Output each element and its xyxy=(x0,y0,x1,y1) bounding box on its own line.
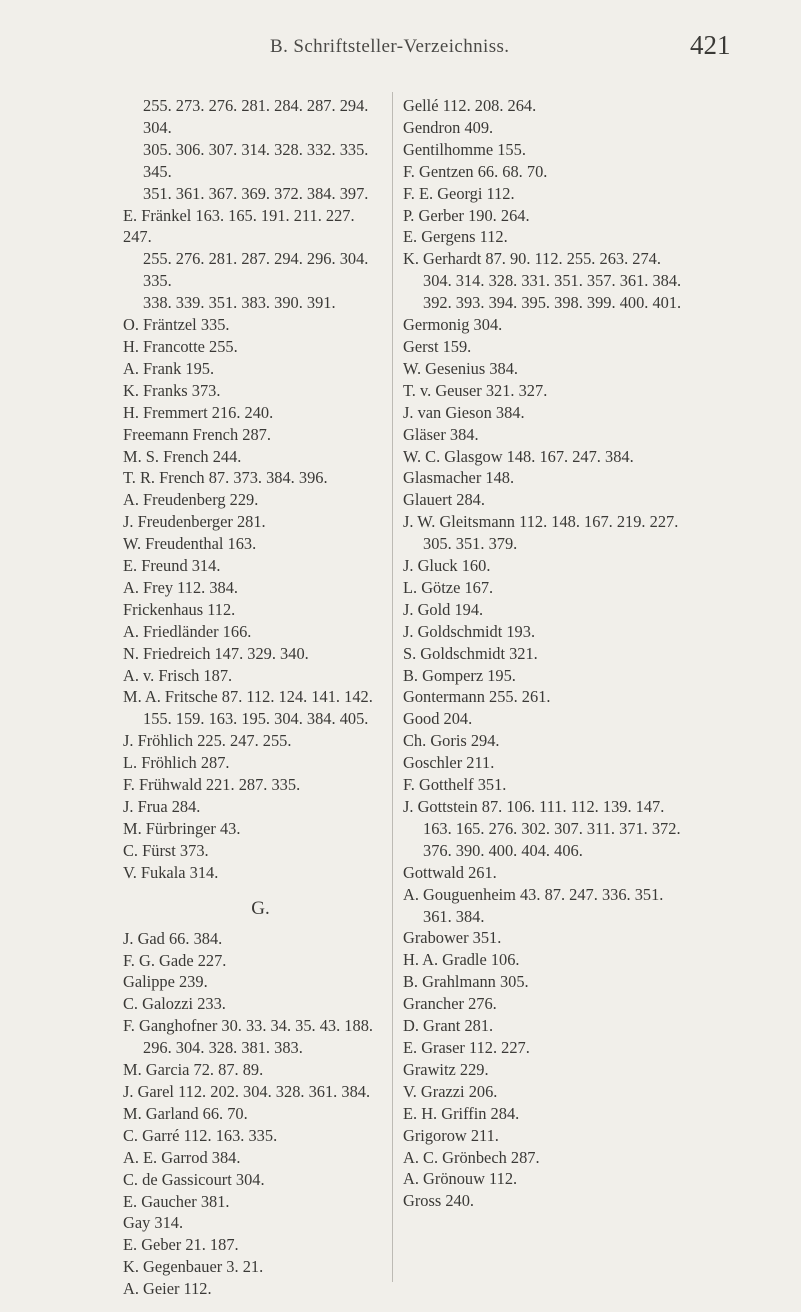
page-number: 421 xyxy=(690,30,731,60)
index-line: W. Freudenthal 163. xyxy=(123,534,257,554)
index-line: 255. 273. 276. 281. 284. 287. 294. 304. xyxy=(143,96,369,137)
index-line: E. Gaucher 381. xyxy=(123,1191,230,1211)
index-line: F. E. Georgi 112. xyxy=(403,183,515,203)
index-line: Gerst 159. xyxy=(403,336,472,356)
index-line: D. Grant 281. xyxy=(403,1016,494,1036)
index-line: P. Gerber 190. 264. xyxy=(403,205,530,225)
index-line: Gross 240. xyxy=(403,1191,475,1211)
index-line: Grigorow 211. xyxy=(403,1125,499,1145)
index-line: F. Ganghofner 30. 33. 34. 35. 43. 188. xyxy=(123,1016,373,1036)
index-line: M. Garcia 72. 87. 89. xyxy=(123,1060,264,1080)
index-line: N. Friedreich 147. 329. 340. xyxy=(123,643,309,663)
index-line: Gottwald 261. xyxy=(403,862,497,882)
index-line: E. Gergens 112. xyxy=(403,227,508,247)
index-line: E. Geber 21. 187. xyxy=(123,1235,239,1255)
index-line: C. Galozzi 233. xyxy=(123,994,226,1014)
index-line: Germonig 304. xyxy=(403,315,503,335)
index-line: F. G. Gade 227. xyxy=(123,950,227,970)
index-line: 304. 314. 328. 331. 351. 357. 361. 384. xyxy=(423,271,682,291)
index-entries-right xyxy=(403,95,718,1212)
index-line: L. Fröhlich 287. xyxy=(123,753,230,773)
index-line: A. Frank 195. xyxy=(123,358,215,378)
index-line: H. Francotte 255. xyxy=(123,336,238,356)
index-line: A. E. Garrod 384. xyxy=(123,1147,241,1167)
index-line: A. Friedländer 166. xyxy=(123,621,252,641)
index-line: K. Franks 373. xyxy=(123,380,221,400)
index-line: 376. 390. 400. 404. 406. xyxy=(423,840,583,860)
index-line: F. Gotthelf 351. xyxy=(403,775,507,795)
index-line: C. de Gassicourt 304. xyxy=(123,1169,265,1189)
index-line: J. W. Gleitsmann 112. 148. 167. 219. 227. xyxy=(403,512,679,532)
index-line: Gendron 409. xyxy=(403,117,494,137)
index-line: 296. 304. 328. 381. 383. xyxy=(143,1038,303,1058)
index-line: Gay 314. xyxy=(123,1213,184,1233)
index-line: A. Gouguenheim 43. 87. 247. 336. 351. xyxy=(403,884,664,904)
page-header xyxy=(0,28,801,68)
index-line: A. Geier 112. xyxy=(123,1279,212,1299)
index-line: 305. 351. 379. xyxy=(423,534,518,554)
index-line: Frickenhaus 112. xyxy=(123,599,236,619)
index-line: 163. 165. 276. 302. 307. 311. 371. 372. xyxy=(423,818,681,838)
index-line: 392. 393. 394. 395. 398. 399. 400. 401. xyxy=(423,293,682,313)
index-line: E. Freund 314. xyxy=(123,556,221,576)
right-column xyxy=(403,95,718,1212)
index-line: J. Goldschmidt 193. xyxy=(403,621,536,641)
index-entries-g xyxy=(123,928,378,1300)
index-line: M. S. French 244. xyxy=(123,446,242,466)
index-line: A. C. Grönbech 287. xyxy=(403,1147,540,1167)
index-line: E. Fränkel 163. 165. 191. 211. 227. 247. xyxy=(123,205,355,247)
index-line: J. Fröhlich 225. 247. 255. xyxy=(123,731,292,751)
index-line: J. Frua 284. xyxy=(123,797,201,816)
index-line: Gentilhomme 155. xyxy=(403,139,526,159)
index-line: V. Fukala 314. xyxy=(123,862,219,882)
index-line: 255. 276. 281. 287. 294. 296. 304. 335. xyxy=(143,249,369,291)
index-line: Glauert 284. xyxy=(403,490,485,510)
index-line: 361. 384. xyxy=(423,906,485,926)
index-line: Good 204. xyxy=(403,709,473,729)
section-letter-g: G. xyxy=(251,897,270,919)
index-line: J. Garel 112. 202. 304. 328. 361. 384. xyxy=(123,1081,371,1101)
index-line: H. A. Gradle 106. xyxy=(403,950,520,970)
index-line: E. Graser 112. 227. xyxy=(403,1037,530,1057)
running-title: B. Schriftsteller-Verzeichniss. xyxy=(270,36,510,57)
index-line: W. C. Glasgow 148. 167. 247. 384. xyxy=(403,446,634,466)
index-line: M. Fürbringer 43. xyxy=(123,818,241,838)
index-line: Freemann French 287. xyxy=(123,424,271,444)
column-divider xyxy=(392,92,393,1282)
index-line: 155. 159. 163. 195. 304. 384. 405. xyxy=(143,709,369,729)
index-line: A. Freudenberg 229. xyxy=(123,490,259,510)
index-line: V. Grazzi 206. xyxy=(403,1081,498,1101)
index-line: Goschler 211. xyxy=(403,753,495,773)
index-line: Galippe 239. xyxy=(123,972,208,992)
index-line: J. Gold 194. xyxy=(403,599,484,619)
left-column xyxy=(123,95,378,1300)
index-line: T. v. Geuser 321. 327. xyxy=(403,380,548,400)
index-line: W. Gesenius 384. xyxy=(403,358,519,378)
index-line: F. Frühwald 221. 287. 335. xyxy=(123,775,301,795)
index-line: 305. 306. 307. 314. 328. 332. 335. 345. xyxy=(143,139,369,181)
index-line: Grabower 351. xyxy=(403,928,502,948)
index-line: K. Gegenbauer 3. 21. xyxy=(123,1257,264,1277)
index-line: Ch. Goris 294. xyxy=(403,731,500,751)
index-line: Gellé 112. 208. 264. xyxy=(403,96,537,115)
index-line: E. H. Griffin 284. xyxy=(403,1103,520,1123)
index-line: M. A. Fritsche 87. 112. 124. 141. 142. xyxy=(123,687,373,707)
index-line: A. v. Frisch 187. xyxy=(123,665,233,685)
index-line: A. Frey 112. 384. xyxy=(123,577,239,597)
index-line: Gontermann 255. 261. xyxy=(403,687,551,707)
index-line: A. Grönouw 112. xyxy=(403,1169,518,1189)
index-line: J. van Gieson 384. xyxy=(403,402,525,422)
index-line: 338. 339. 351. 383. 390. 391. xyxy=(143,293,336,313)
index-line: C. Garré 112. 163. 335. xyxy=(123,1125,278,1145)
index-line: Gläser 384. xyxy=(403,424,479,444)
index-line: F. Gentzen 66. 68. 70. xyxy=(403,161,548,181)
index-line: J. Freudenberger 281. xyxy=(123,512,266,532)
index-line: C. Fürst 373. xyxy=(123,840,209,860)
index-line: J. Gluck 160. xyxy=(403,556,491,576)
index-line: J. Gottstein 87. 106. 111. 112. 139. 147. xyxy=(403,797,665,816)
index-line: Grawitz 229. xyxy=(403,1059,489,1079)
index-line: J. Gad 66. 384. xyxy=(123,928,223,948)
index-line: B. Grahlmann 305. xyxy=(403,972,529,992)
index-line: S. Goldschmidt 321. xyxy=(403,643,538,663)
index-line: H. Fremmert 216. 240. xyxy=(123,402,274,422)
index-line: Glasmacher 148. xyxy=(403,468,515,488)
index-line: Grancher 276. xyxy=(403,994,497,1014)
index-entries-f xyxy=(123,95,378,884)
index-line: 351. 361. 367. 369. 372. 384. 397. xyxy=(143,183,369,203)
index-line: M. Garland 66. 70. xyxy=(123,1103,248,1123)
index-line: B. Gomperz 195. xyxy=(403,665,516,685)
index-line: T. R. French 87. 373. 384. 396. xyxy=(123,468,328,488)
index-line: K. Gerhardt 87. 90. 112. 255. 263. 274. xyxy=(403,249,661,269)
index-line: O. Fräntzel 335. xyxy=(123,315,230,335)
index-line: L. Götze 167. xyxy=(403,577,494,597)
